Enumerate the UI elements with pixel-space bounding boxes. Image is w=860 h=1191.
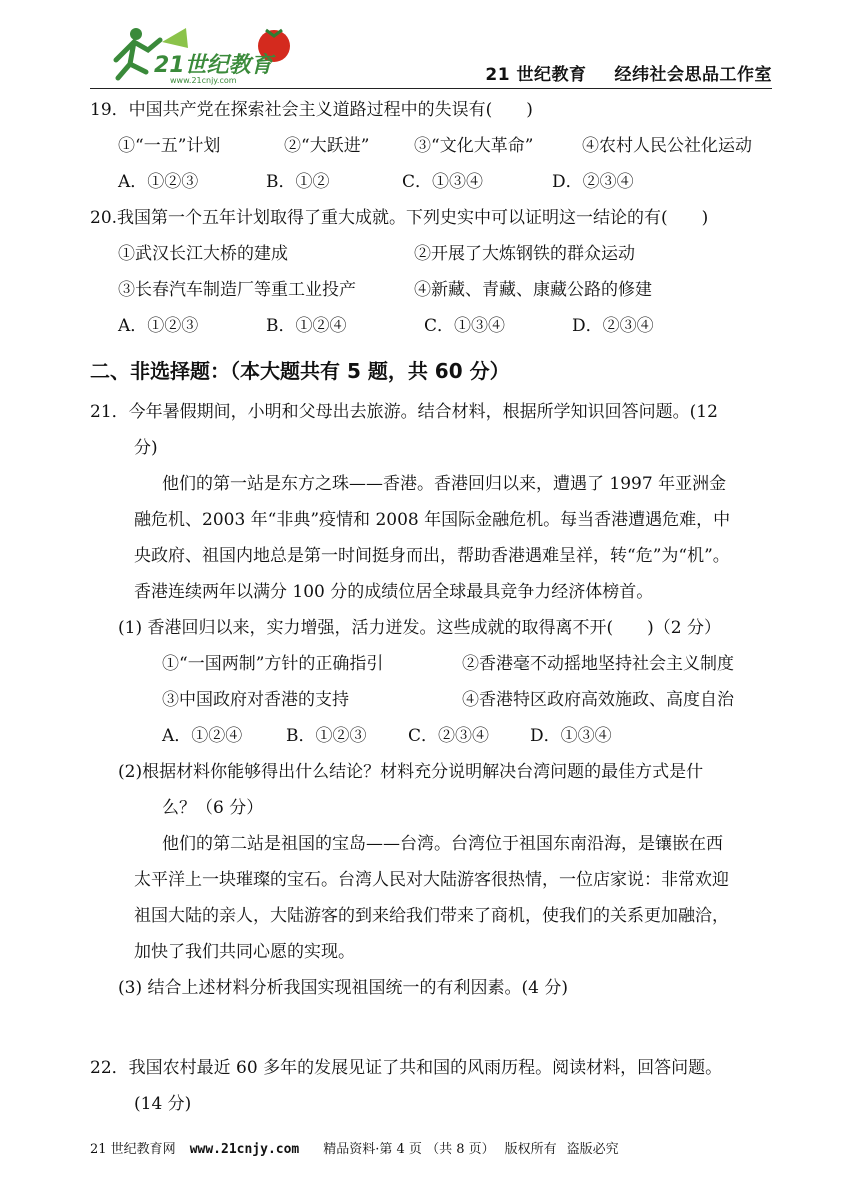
footer-site: 21 世纪教育网: [90, 1142, 176, 1157]
q20-item-2: ②开展了大炼钢铁的群众运动: [414, 244, 635, 264]
q21-material-1-line: 融危机、2003 年“非典”疫情和 2008 年国际金融危机。每当香港遭遇危难，中: [134, 510, 731, 530]
spacer: [90, 1006, 780, 1050]
header-brand: [485, 60, 772, 85]
q19-item-1: ①“一五”计划: [118, 136, 221, 156]
q20-items-row2: [90, 272, 780, 308]
q21-sub1-option-c: C．②③④: [408, 726, 490, 746]
q19-stem: 19．中国共产党在探索社会主义道路过程中的失误有( ): [90, 100, 533, 120]
q21-sub1-options: [90, 718, 780, 754]
page-content: [90, 92, 780, 1122]
q20-item-3: ③长春汽车制造厂等重工业投产: [118, 280, 356, 300]
q21-sub1-item-3: ③中国政府对香港的支持: [162, 690, 349, 710]
page-footer: [90, 1138, 619, 1157]
q21-material-1-line: 他们的第一站是东方之珠——香港。香港回归以来，遭遇了 1997 年亚洲金: [162, 474, 727, 494]
q21-sub2-line2: 么？（6 分）: [162, 798, 264, 818]
q21-material-2-line: 太平洋上一块璀璨的宝石。台湾人民对大陆游客很热情，一位店家说：非常欢迎: [134, 870, 729, 890]
q20-option-a: A．①②③: [118, 316, 199, 336]
logo-text: 21世纪教育: [154, 53, 273, 78]
q21-material-2: [90, 826, 780, 970]
footer-piracy: 盗版必究: [566, 1142, 619, 1157]
logo-url: www.21cnjy.com: [170, 76, 237, 85]
q21-sub2-line1: (2)根据材料你能够得出什么结论？材料充分说明解决台湾问题的最佳方式是什: [118, 762, 704, 782]
footer-page-info: 精品资料·第 4 页 （共 8 页）: [323, 1142, 495, 1157]
q20-item-4: ④新藏、青藏、康藏公路的修建: [414, 280, 652, 300]
q21-material-1: [90, 466, 780, 610]
section-2-title: 二、非选择题：（本大题共有 5 题，共 60 分）: [90, 359, 510, 383]
q22-stem-line2: (14 分): [134, 1094, 192, 1114]
q22-stem-line1: 22．我国农村最近 60 多年的发展见证了共和国的风雨历程。阅读材料，回答问题。: [90, 1058, 723, 1078]
q21-sub1-items-row2: [90, 682, 780, 718]
q21-sub1-item-2: ②香港毫不动摇地坚持社会主义制度: [462, 654, 734, 674]
q19-option-c: C．①③④: [402, 172, 484, 192]
q21-sub1-item-4: ④香港特区政府高效施政、高度自治: [462, 690, 734, 710]
brand-name: 21 世纪教育: [485, 65, 587, 85]
q21-sub1-items-row1: [90, 646, 780, 682]
logo-figure-head: [130, 28, 142, 40]
q19-item-4: ④农村人民公社化运动: [582, 136, 752, 156]
q20-stem: 20.我国第一个五年计划取得了重大成就。下列史实中可以证明这一结论的有( ): [90, 208, 709, 228]
q21-sub1-option-a: A．①②④: [162, 726, 243, 746]
q21-material-2-line: 祖国大陆的亲人，大陆游客的到来给我们带来了商机，使我们的关系更加融洽，: [134, 906, 729, 926]
q19-item-3: ③“文化大革命”: [414, 136, 534, 156]
q21-material-1-line: 央政府、祖国内地总是第一时间挺身而出，帮助香港遇难呈祥，转“危”为“机”。: [134, 546, 730, 566]
q19-option-b: B．①②: [266, 172, 330, 192]
q20-items-row1: [90, 236, 780, 272]
q21-material-2-line: 加快了我们共同心愿的实现。: [134, 942, 355, 962]
q21-sub1-item-1: ①“一国两制”方针的正确指引: [162, 654, 384, 674]
site-logo: [96, 20, 296, 86]
q20-options: [90, 308, 780, 344]
q20-option-d: D．②③④: [572, 316, 654, 336]
q21-sub3: (3) 结合上述材料分析我国实现祖国统一的有利因素。(4 分): [118, 978, 568, 998]
q21-material-2-line: 他们的第二站是祖国的宝岛——台湾。台湾位于祖国东南沿海，是镶嵌在西: [162, 834, 723, 854]
q19-options: [90, 164, 780, 200]
q19-items: [90, 128, 780, 164]
q21-material-1-line: 香港连续两年以满分 100 分的成绩位居全球最具竞争力经济体榜首。: [134, 582, 654, 602]
footer-url[interactable]: www.21cnjy.com: [189, 1142, 300, 1157]
q19-option-a: A．①②③: [118, 172, 199, 192]
q19-item-2: ②“大跃进”: [284, 136, 370, 156]
logo-flag-icon: [162, 28, 188, 48]
q20-item-1: ①武汉长江大桥的建成: [118, 244, 288, 264]
header-divider: [90, 88, 772, 89]
q21-sub1-option-d: D．①③④: [530, 726, 612, 746]
q21-stem-line1: 21．今年暑假期间，小明和父母出去旅游。结合材料，根据所学知识回答问题。(12: [90, 402, 718, 422]
footer-copyright: 版权所有: [504, 1142, 557, 1157]
q19-option-d: D．②③④: [552, 172, 634, 192]
q21-sub1-option-b: B．①②③: [286, 726, 367, 746]
q20-option-b: B．①②④: [266, 316, 347, 336]
studio-name: 经纬社会思品工作室: [614, 65, 772, 85]
q20-option-c: C．①③④: [424, 316, 506, 336]
q21-stem-line2: 分): [134, 438, 158, 458]
q21-sub1-stem: (1) 香港回归以来，实力增强，活力迸发。这些成就的取得离不开( )（2 分）: [118, 618, 721, 638]
